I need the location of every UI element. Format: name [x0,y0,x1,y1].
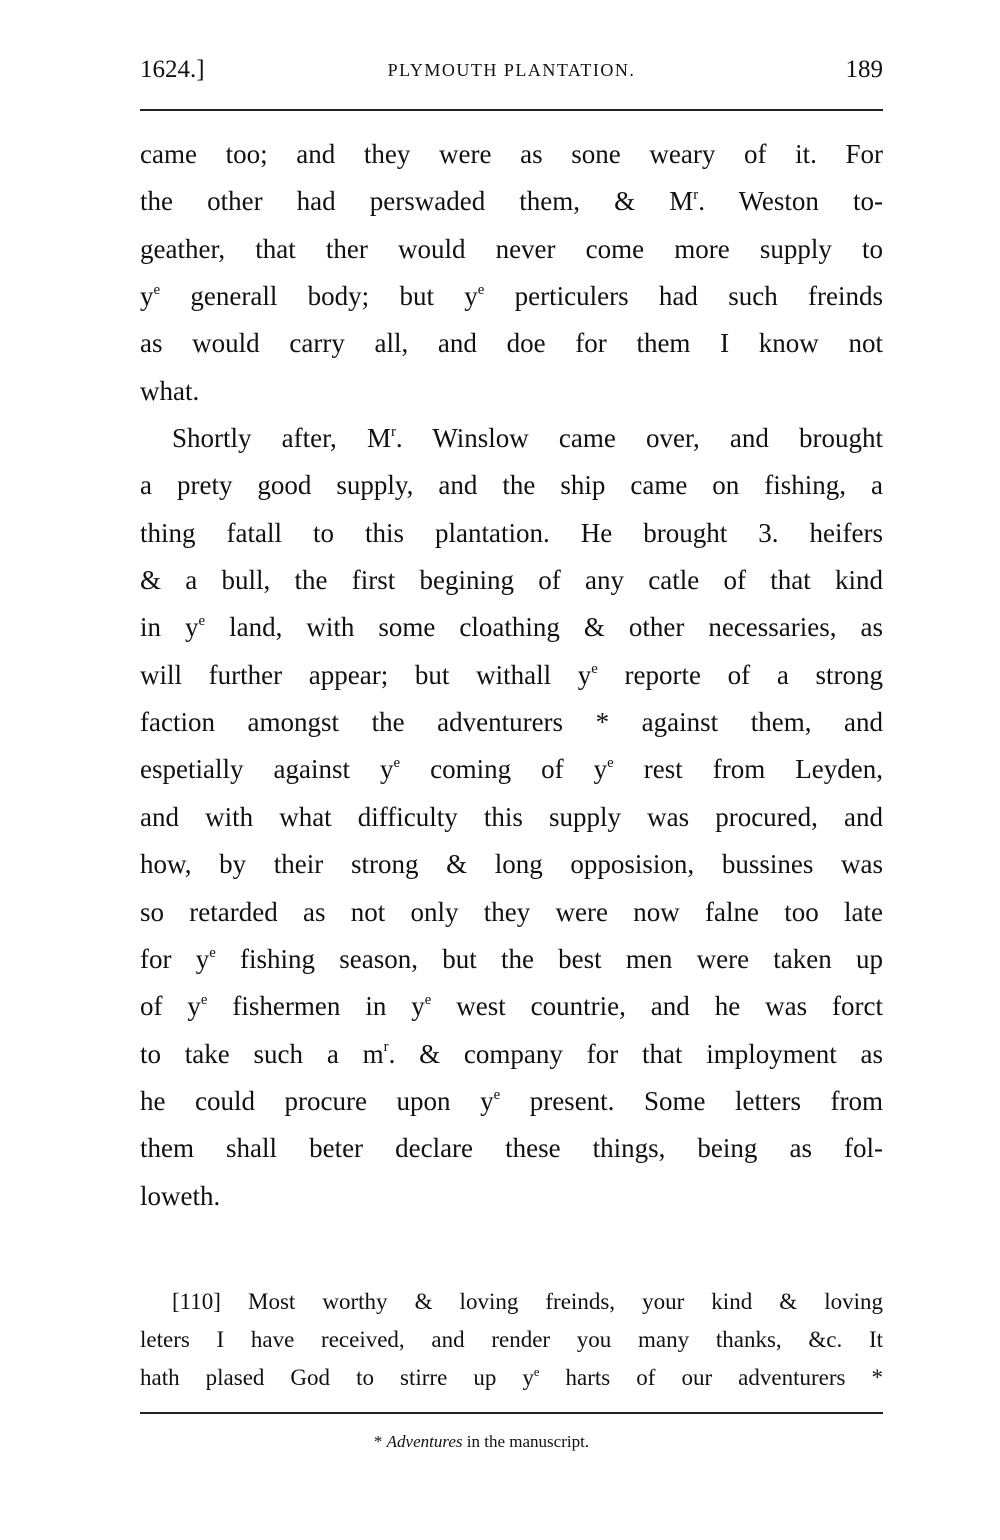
superscript: r [383,1039,389,1056]
superscript: e [198,613,206,630]
text-line [140,604,883,651]
superscript: e [200,992,208,1009]
text-run: what. [140,375,200,406]
text-line [140,1078,883,1125]
superscript: r [390,423,396,440]
text-run: how, by their strong & long opposision, bussines was [140,849,883,880]
text-run: . & company for that imployment as [388,1038,883,1069]
text-run: & a bull, the first begining of any catle of that kind [140,565,883,596]
superscript: e [209,944,216,961]
text-line [140,368,883,415]
text-line [140,557,883,604]
text-run: as would carry all, and doe for them I know not [140,328,883,359]
text-run: of y [140,991,201,1022]
text-line [140,1173,883,1220]
text-line [140,652,883,699]
text-run: for y [140,943,210,974]
superscript: e [424,992,432,1009]
text-line [140,889,883,936]
text-run: them shall beter declare these things, being as fol- [140,1133,883,1164]
superscript: e [477,281,485,298]
text-run: loweth. [140,1180,221,1211]
text-line [140,415,883,462]
text-line [140,510,883,557]
text-line [140,841,883,888]
text-run: coming of y [400,754,608,785]
text-run: harts of our adventurers * [539,1365,883,1390]
text-line [140,178,883,225]
text-run: Shortly after, M [172,423,391,454]
page-number: 189 [845,56,883,83]
text-run: land, with some cloathing & other necessaries, as [205,612,883,643]
text-line [140,462,883,509]
text-run: came too; and they were as sone weary of it. For [140,139,883,169]
header-rule [140,109,883,111]
text-run: thing fatall to this plantation. He brought 3. heifers [140,517,883,548]
text-line [140,794,883,841]
text-line [140,1321,883,1359]
text-run: west countrie, and he was forct [431,991,883,1022]
superscript: e [493,1086,501,1103]
text-run: a prety good supply, and the ship came on fishing, a [140,470,883,501]
superscript: e [153,281,161,298]
text-line [140,746,883,793]
text-run: leters I have received, and render you many thanks, &c. It [140,1327,883,1352]
text-run: rest from Leyden, [613,754,883,785]
text-run: in y [140,612,199,643]
superscript: e [607,755,614,772]
footnote [140,1432,883,1452]
text-run: reporte of a strong [597,659,883,690]
text-run: geather, that ther would never come more supply to [140,233,883,264]
text-run: fishermen in y [207,991,425,1022]
text-line [140,273,883,320]
text-run: he could procure upon y [140,1085,494,1116]
footnote-marker: * [373,1432,387,1451]
footnote-rule [140,1412,883,1414]
superscript: e [393,755,401,772]
text-run: y [140,281,154,312]
text-line [140,1031,883,1078]
header-title: PLYMOUTH PLANTATION. [387,60,636,80]
text-run: present. Some letters from [500,1085,883,1116]
superscript: r [693,187,699,204]
header-year: 1624.] [140,56,205,83]
text-run: espetially against y [140,754,394,785]
text-run: fishing season, but the best men were taken up [215,943,883,974]
text-line [140,1283,883,1321]
body-text [140,131,883,1220]
text-run: and with what difficulty this supply was procured, and [140,801,883,832]
text-run: will further appear; but withall y [140,659,592,690]
footnote-italic: Adventures [386,1432,463,1451]
text-line [140,936,883,983]
letter-text [140,1283,883,1397]
text-line [140,983,883,1030]
footnote-text: in the manuscript. [462,1432,590,1451]
text-run: perticulers had such freinds [484,281,883,312]
superscript: e [591,660,598,677]
text-run: . Weston to- [698,186,883,217]
text-line [140,699,883,746]
text-run: so retarded as not only they were now falne too late [140,896,883,927]
text-line [140,131,883,178]
text-line [140,1359,883,1397]
text-run: . Winslow came over, and brought [395,423,883,454]
text-line [140,226,883,273]
text-run: hath plased God to stirre up y [140,1365,534,1390]
text-run: [110] Most worthy & loving freinds, your kind & loving [172,1289,883,1314]
text-run: faction amongst the adventurers * against them, and [140,707,883,738]
running-header [140,56,883,92]
superscript: e [533,1364,540,1379]
text-line [140,320,883,367]
text-run: generall body; but y [160,281,478,312]
text-run: to take such a m [140,1038,384,1069]
text-line [140,1125,883,1172]
text-run: the other had perswaded them, & M [140,186,694,217]
